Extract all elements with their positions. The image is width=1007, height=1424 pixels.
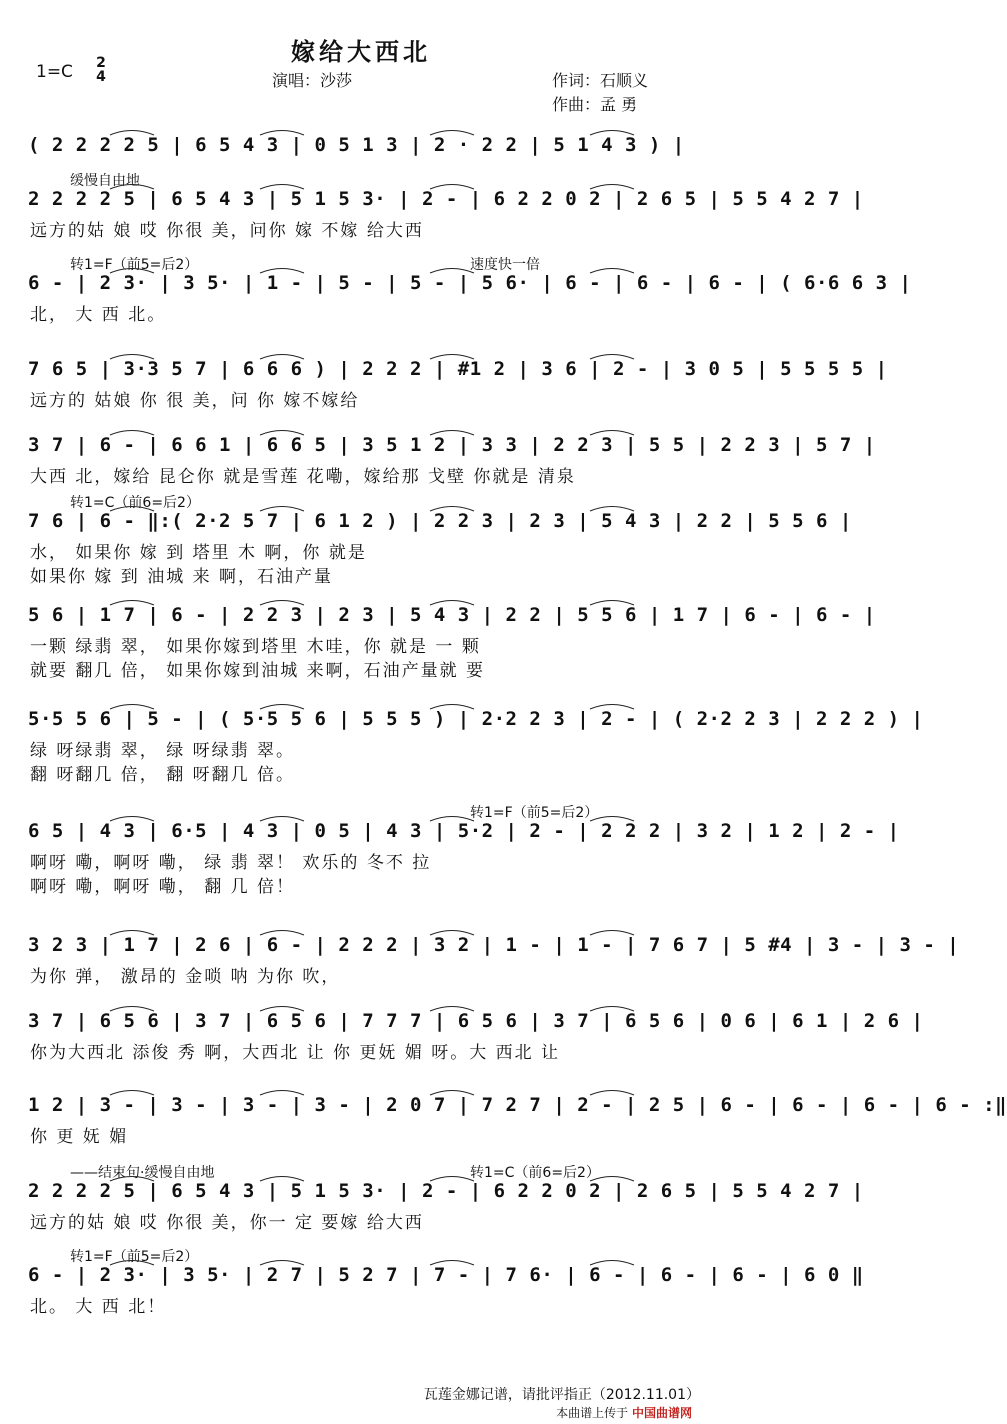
notation-line: 7 6 5 | 3·3 5 7 | 6 6 6 ) | 2 2 2 | #1 2 | 3 6 | 2 - | 3 0 5 | 5 5 5 5 | xyxy=(28,358,888,380)
lyric-line-1: 水， 如果你 嫁 到 塔里 木 啊，你 就是 xyxy=(30,543,367,563)
score-system xyxy=(0,342,888,426)
slur-marks xyxy=(30,1172,690,1182)
slur-marks xyxy=(30,926,690,936)
score-system xyxy=(0,1078,1007,1162)
lyric-line-1: 北。 大 西 北！ xyxy=(30,1297,167,1317)
lyric-line-1: 大西 北，嫁给 昆仑你 就是雪莲 花嘞，嫁给那 戈壁 你就是 清泉 xyxy=(30,467,576,487)
score-system xyxy=(0,494,852,587)
score-system xyxy=(0,994,924,1078)
notation-line: 3 2 3 | 1 7 | 2 6 | 6 - | 2 2 2 | 3 2 | 1 - | 1 - | 7 6 7 | 5 #4 | 3 - | 3 - | xyxy=(28,934,960,956)
upload-note xyxy=(556,1404,692,1421)
meter-top: 2 xyxy=(96,55,106,71)
notation-line: 7 6 | 6 - ‖:( 2·2 5 7 | 6 1 2 ) | 2 2 3 | 2 3 | 5 4 3 | 2 2 | 5 5 6 | xyxy=(28,510,852,532)
tempo-mark: 转1=F（前5=后2） xyxy=(70,1249,199,1265)
lyricist-credit: 作词：石顺义 xyxy=(552,71,649,90)
slur-marks xyxy=(30,426,690,436)
slur-marks xyxy=(30,502,690,512)
notation-line: 6 - | 2 3· | 3 5· | 1 - | 5 - | 5 - | 5 6· | 6 - | 6 - | 6 - | ( 6·6 6 3 | xyxy=(28,272,912,294)
slur-marks xyxy=(30,180,690,190)
notation-line: 1 2 | 3 - | 3 - | 3 - | 3 - | 2 0 7 | 7 2 7 | 2 - | 2 5 | 6 - | 6 - | 6 - | 6 - :‖ xyxy=(28,1094,1007,1116)
score-system xyxy=(0,918,960,1002)
lyric-line-1: 远方的姑 娘 哎 你很 美，问你 嫁 不嫁 给大西 xyxy=(30,221,424,241)
key-signature: 1=C xyxy=(36,62,73,82)
lyric-line-2: 就要 翻几 倍， 如果你嫁到油城 来啊，石油产量就 要 xyxy=(30,661,486,681)
notation-line: ( 2 2 2 2 5 | 6 5 4 3 | 0 5 1 3 | 2 · 2 2 | 5 1 4 3 ) | xyxy=(28,134,685,156)
tempo-mark: 转1=F（前5=后2） xyxy=(70,257,199,273)
lyric-line-1: 一颗 绿翡 翠， 如果你嫁到塔里 木哇，你 就是 一 颗 xyxy=(30,637,481,657)
notation-line: 6 5 | 4 3 | 6·5 | 4 3 | 0 5 | 4 3 | 5·2 | 2 - | 2 2 2 | 3 2 | 1 2 | 2 - | xyxy=(28,820,900,842)
score-header xyxy=(0,0,722,120)
site-logo: 中国曲谱网 xyxy=(631,1406,692,1420)
lyric-line-1: 远方的 姑娘 你 很 美，问 你 嫁不嫁给 xyxy=(30,391,360,411)
score-system xyxy=(0,692,924,785)
score-system xyxy=(0,1248,864,1332)
slur-marks xyxy=(30,1002,690,1012)
composer-credit: 作曲：孟 勇 xyxy=(552,95,638,114)
lyric-line-1: 你 更 妩 媚 xyxy=(30,1127,129,1147)
slur-marks xyxy=(30,812,690,822)
slur-marks xyxy=(30,264,690,274)
notation-line: 5 6 | 1 7 | 6 - | 2 2 3 | 2 3 | 5 4 3 | 2 2 | 5 5 6 | 1 7 | 6 - | 6 - | xyxy=(28,604,876,626)
slur-marks xyxy=(30,596,690,606)
transcriber-note: 瓦莲金娜记谱，请批评指正（2012.11.01） xyxy=(423,1387,700,1403)
lyric-line-1: 为你 弹， 激昂的 金唢 呐 为你 吹， xyxy=(30,967,341,987)
notation-line: 2 2 2 2 5 | 6 5 4 3 | 5 1 5 3· | 2 - | 6 2 2 0 2 | 2 6 5 | 5 5 4 2 7 | xyxy=(28,1180,864,1202)
slur-marks xyxy=(30,700,690,710)
meter-bottom: 4 xyxy=(96,69,106,85)
notation-line: 5·5 5 6 | 5 - | ( 5·5 5 6 | 5 5 5 ) | 2·2 2 3 | 2 - | ( 2·2 2 3 | 2 2 2 ) | xyxy=(28,708,924,730)
slur-marks xyxy=(30,350,690,360)
slur-marks xyxy=(30,1256,690,1266)
slur-marks xyxy=(30,126,690,136)
score-system xyxy=(0,588,876,681)
time-signature xyxy=(94,56,108,84)
score-system xyxy=(0,418,876,502)
score-system xyxy=(0,1164,864,1248)
lyric-line-1: 绿 呀绿翡 翠， 绿 呀绿翡 翠。 xyxy=(30,741,296,761)
singer-credit: 演唱：沙莎 xyxy=(272,71,353,90)
tempo-mark-secondary: 速度快一倍 xyxy=(470,257,540,273)
tempo-mark: ——结束句·缓慢自由地 xyxy=(70,1165,215,1181)
upload-label: 本曲谱上传于 xyxy=(556,1406,629,1420)
lyric-line-1: 啊呀 嘞，啊呀 嘞， 绿 翡 翠！ 欢乐的 冬不 拉 xyxy=(30,853,432,873)
lyric-line-1: 你为大西北 添俊 秀 啊，大西北 让 你 更妩 媚 呀。大 西北 让 xyxy=(30,1043,561,1063)
tempo-mark-secondary: 转1=C（前6=后2） xyxy=(470,1165,600,1181)
notation-line: 2 2 2 2 5 | 6 5 4 3 | 5 1 5 3· | 2 - | 6 2 2 0 2 | 2 6 5 | 5 5 4 2 7 | xyxy=(28,188,864,210)
lyric-line-2: 如果你 嫁 到 油城 来 啊，石油产量 xyxy=(30,567,334,587)
lyric-line-1: 北， 大 西 北。 xyxy=(30,305,167,325)
tempo-mark: 转1=C（前6=后2） xyxy=(70,495,200,511)
notation-line: 3 7 | 6 5 6 | 3 7 | 6 5 6 | 7 7 7 | 6 5 6 | 3 7 | 6 5 6 | 0 6 | 6 1 | 2 6 | xyxy=(28,1010,924,1032)
slur-marks xyxy=(30,1086,690,1096)
lyric-line-2: 啊呀 嘞，啊呀 嘞， 翻 几 倍！ xyxy=(30,877,296,897)
lyric-line-1: 远方的姑 娘 哎 你很 美，你一 定 要嫁 给大西 xyxy=(30,1213,424,1233)
score-system xyxy=(0,172,864,256)
lyric-line-2: 翻 呀翻几 倍， 翻 呀翻几 倍。 xyxy=(30,765,296,785)
score-system xyxy=(0,804,900,897)
tempo-mark: 缓慢自由地 xyxy=(70,173,140,189)
notation-line: 3 7 | 6 - | 6 6 1 | 6 6 5 | 3 5 1 2 | 3 3 | 2 2 3 | 5 5 | 2 2 3 | 5 7 | xyxy=(28,434,876,456)
song-title: 嫁给大西北 xyxy=(291,38,431,66)
score-system xyxy=(0,256,912,340)
tempo-mark-secondary: 转1=F（前5=后2） xyxy=(470,805,599,821)
notation-line: 6 - | 2 3· | 3 5· | 2 7 | 5 2 7 | 7 - | 7 6· | 6 - | 6 - | 6 - | 6 0 ‖ xyxy=(28,1264,864,1286)
